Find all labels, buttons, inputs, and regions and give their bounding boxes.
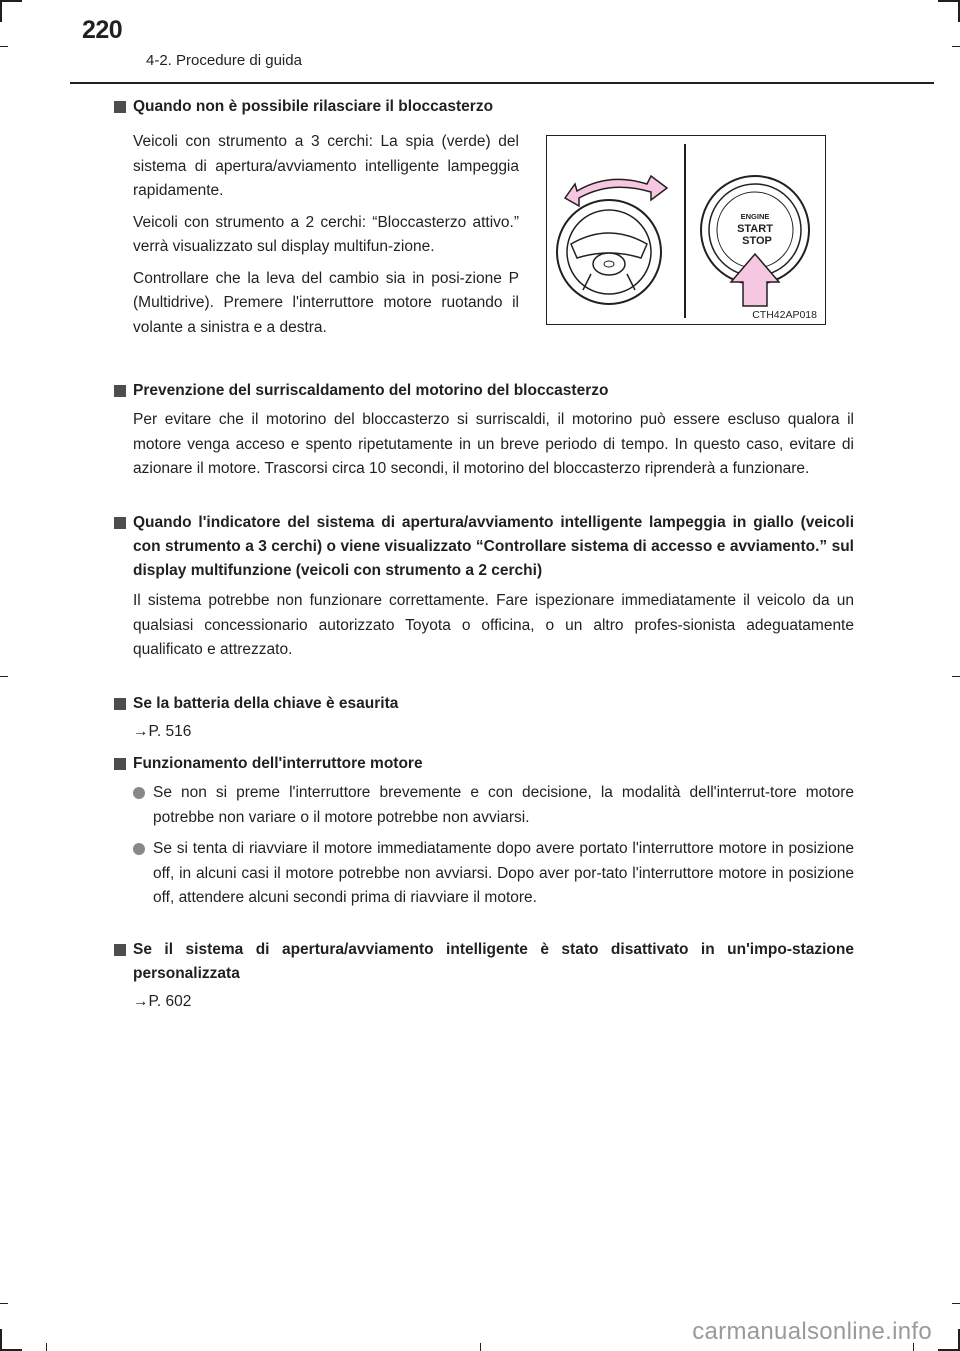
page-reference-link[interactable]: →P. 516 — [133, 723, 192, 740]
registration-tick — [952, 46, 960, 47]
list-item: Se non si preme l'interruttore brevemente e con decisione, la modalità dell'interrut-tore motore potrebbe non variare o il motore potrebbe non avviarsi. — [133, 781, 854, 830]
list-item: Se si tenta di riavviare il motore immediatamente dopo avere portato l'interruttore motore in posizione off, in alcuni casi il motore potrebbe non avviarsi. Dopo aver por-tato l'interruttore motore in posizione off, attendere alcuni secondi prima di riavviare il motore. — [133, 837, 854, 911]
section-key-battery — [114, 692, 854, 752]
registration-tick — [480, 1343, 481, 1351]
paragraph: Il sistema potrebbe non funzionare correttamente. Fare ispezionare immediatamente il veicolo da un qualsiasi concessionario autorizzato Toyota o officina, o un altro profes-sionista adeguatamente qualificato e attrezzato. — [133, 592, 854, 658]
paragraph: Veicoli con strumento a 2 cerchi: “Bloccasterzo attivo.” verrà visualizzato sul display multifun-zione. — [133, 213, 519, 255]
square-bullet-icon — [114, 944, 126, 956]
page-reference-link[interactable]: →P. 602 — [133, 993, 192, 1010]
paragraph-group — [133, 990, 854, 1015]
registration-tick — [0, 1303, 8, 1304]
section-custom-setting — [114, 938, 854, 1022]
figure-code: CTH42AP018 — [752, 309, 817, 321]
button-text-start: START — [737, 223, 773, 235]
round-bullet-icon — [133, 843, 145, 855]
square-bullet-icon — [114, 698, 126, 710]
section-heading: Quando non è possibile rilasciare il bloccasterzo — [114, 95, 854, 119]
paragraph-group — [133, 408, 854, 482]
square-bullet-icon — [114, 758, 126, 770]
section-heading: Quando l'indicatore del sistema di apertura/avviamento intelligente lampeggia in giallo (veicoli con strumento a 3 cerchi) o viene visualizzato “Controllare sistema di accesso e avviamento.” sul display multifunzione (veicoli con strumento a 2 cerchi) — [114, 511, 854, 583]
illustration-svg — [547, 136, 825, 324]
section-heading: Funzionamento dell'interruttore motore — [114, 752, 854, 776]
section-indicator-flashing — [114, 511, 854, 670]
registration-tick — [952, 1303, 960, 1304]
section-heading: Se la batteria della chiave è esaurita — [114, 692, 854, 716]
section-heading: Se il sistema di apertura/avviamento intelligente è stato disattivato in un'impo-stazione personalizzata — [114, 938, 854, 986]
square-bullet-icon — [114, 101, 126, 113]
crop-mark — [0, 0, 2, 22]
section-title: 4-2. Procedure di guida — [146, 52, 302, 69]
button-text-engine: ENGINE — [740, 212, 770, 221]
section-steering-lock — [114, 95, 854, 119]
section-heading: Prevenzione del surriscaldamento del motorino del bloccasterzo — [114, 379, 854, 403]
crop-mark — [0, 1329, 2, 1351]
paragraph-group — [133, 589, 854, 663]
steering-and-engine-switch-illustration — [546, 135, 826, 325]
header-rule — [70, 82, 934, 84]
watermark: carmanualsonline.info — [692, 1318, 932, 1345]
section-steering-lock-body — [114, 130, 519, 347]
registration-tick — [0, 676, 8, 677]
steering-wheel-icon — [557, 200, 661, 304]
section-overheat-prevention — [114, 379, 854, 489]
registration-tick — [46, 1343, 47, 1351]
paragraph: Veicoli con strumento a 3 cerchi: La spia (verde) del sistema di apertura/avviamento intelligente lampeggia rapidamente. — [133, 133, 519, 199]
paragraph-group — [133, 130, 519, 340]
registration-tick — [0, 46, 8, 47]
square-bullet-icon — [114, 517, 126, 529]
page-number: 220 — [82, 16, 123, 44]
paragraph-group — [133, 720, 854, 745]
section-engine-switch-operation — [114, 752, 854, 911]
crop-mark — [0, 0, 22, 2]
button-text-stop: STOP — [742, 235, 772, 247]
round-bullet-icon — [133, 787, 145, 799]
paragraph: Per evitare che il motorino del bloccasterzo si surriscaldi, il motorino può essere escluso qualora il motore venga acceso e spento ripetutamente in un breve periodo di tempo. In questo caso, evitare di azionare il motore. Trascorsi circa 10 secondi, il motorino del bloccasterzo riprenderà a funzionare. — [133, 411, 854, 477]
paragraph: Controllare che la leva del cambio sia in posi-zione P (Multidrive). Premere l'interruttore motore ruotando il volante a sinistra e a destra. — [133, 269, 519, 336]
crop-mark — [938, 0, 960, 2]
square-bullet-icon — [114, 385, 126, 397]
registration-tick — [952, 676, 960, 677]
